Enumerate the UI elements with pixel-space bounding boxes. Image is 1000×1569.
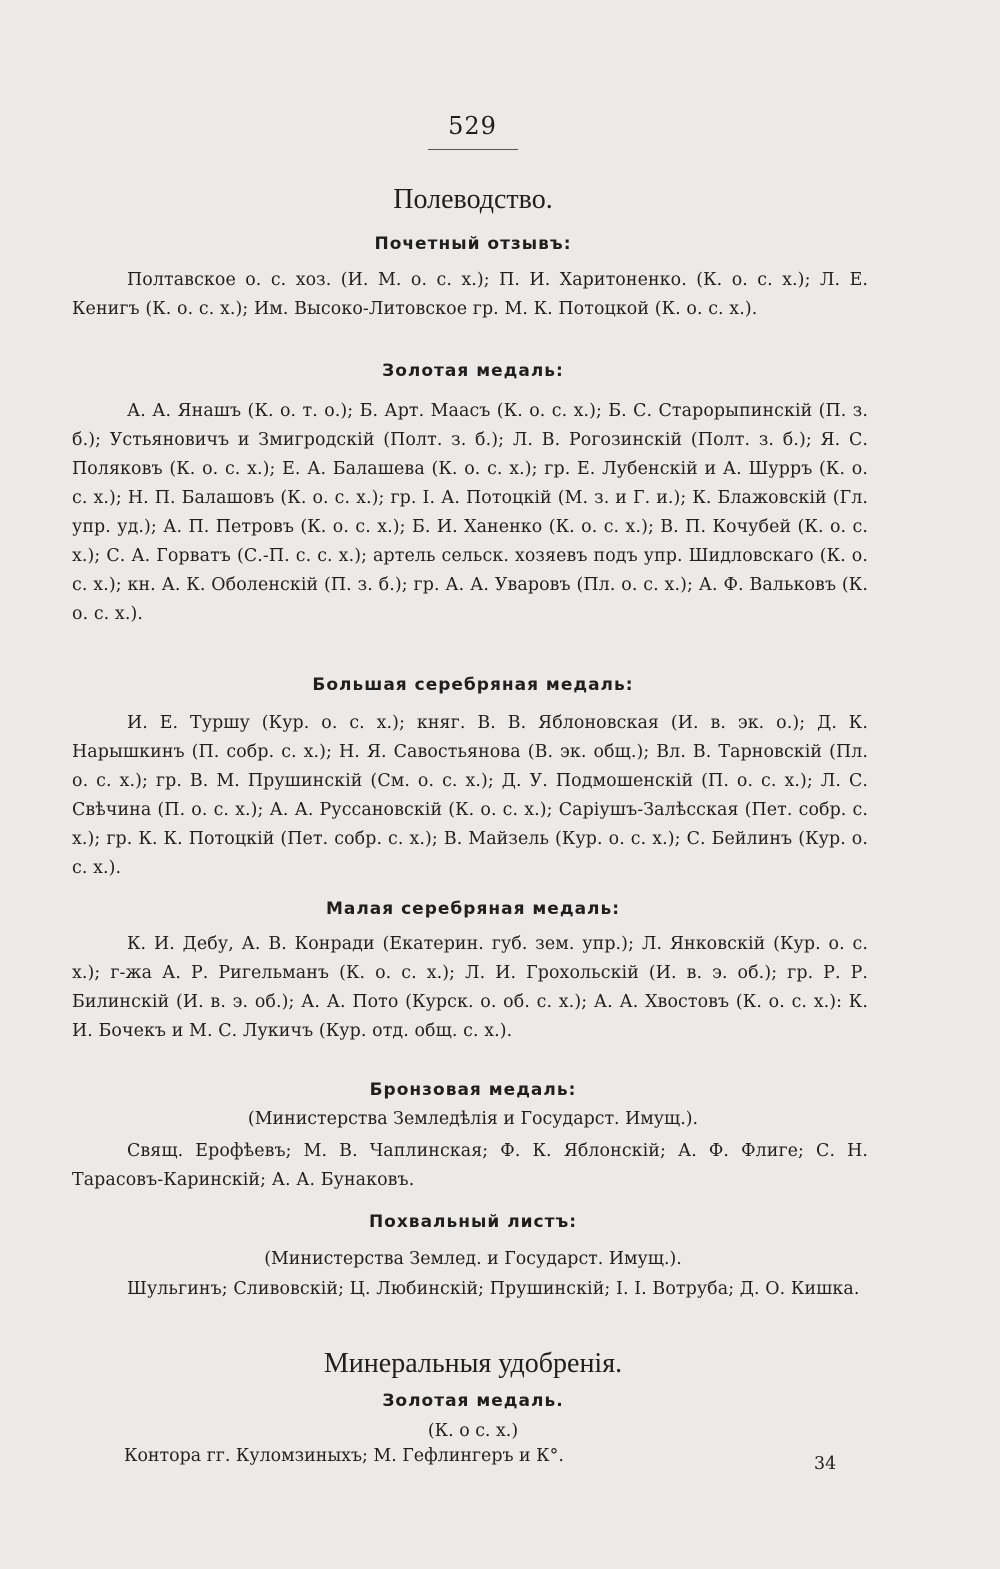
commendation-text: Шульгинъ; Сливовскій; Ц. Любинскій; Прушинскій; І. І. Вотруба; Д. О. Кишка.: [127, 1279, 860, 1299]
bronze-medal-ministry: (Министерства Земледѣлія и Государст. Имущ.).: [247, 1109, 699, 1129]
gold-medal-text: А. А. Янашъ (К. о. т. о.); Б. Арт. Маасъ (К. о. с. х.); Б. С. Старорыпинскій (П. з. б.); Устьяновичъ и Змигродскій (Полт. з. б.); Л. В. Рогозинскій (Полт. з. б.); Я. С. Поляковъ (К. о. с. х.); Е. А. Балашева (К. о. с. х.); гр. Е. Лубенскій и А. Шурръ (К. о. с. х.); Н. П. Балашовъ (К. о. с. х.); гр. І. А. Потоцкій (М. з. и Г. и.); К. Блажовскій (Гл. упр. уд.); А. П. Петровъ (К. о. с. х.); Б. И. Ханенко (К. о. с. х.); В. П. Кочубей (К. о. с. х.); С. А. Горватъ (С.-П. с. с. х.); артель сельск. хозяевъ подъ упр. Шидловскаго (К. о. с. х.); кн. А. К. Оболенскій (П. з. б.); гр. А. А. Уваровъ (Пл. о. с. х.); А. Ф. Вальковъ (К. о. с. х.).: [72, 401, 868, 624]
page-number: 529: [448, 112, 497, 140]
honorable-mention-text: Полтавское о. с. хоз. (И. М. о. с. х.); П. И. Харитоненко. (К. о. с. х.); Л. Е. Кенигъ (К. о. с. х.); Им. Высоко-Литовское гр. М. К. Потоцкой (К. о. с. х.).: [72, 270, 868, 319]
heading-gold-medal: Золотая медаль:: [382, 361, 564, 381]
heading-large-silver-medal: Большая серебряная медаль:: [312, 675, 634, 695]
small-silver-medal-text: К. И. Дебу, А. В. Конради (Екатерин. губ. зем. упр.); Л. Янковскій (Кур. о. с. х.); г-жа А. Р. Ригельманъ (К. о. с. х.); Л. И. Грохольскій (И. в. э. об.); гр. Р. Р. Билинскій (И. в. э. об.); А. А. Пото (Курск. о. об. с. х.); А. А. Хвостовъ (К. о. с. х.): К. И. Бочекъ и М. С. Лукичъ (Кур. отд. общ. с. х.).: [72, 934, 868, 1041]
large-silver-medal-text: И. Е. Туршу (Кур. о. с. х.); княг. В. В. Яблоновская (И. в. эк. о.); Д. К. Нарышкинъ (П. собр. с. х.); Н. Я. Савостьянова (В. эк. общ.); Вл. В. Тарновскій (Пл. о. с. х.); гр. В. М. Прушинскій (См. о. с. х.); Д. У. Подмошенскій (П. о. с. х.); Л. С. Свѣчина (П. о. с. х.); А. А. Руссановскій (К. о. с. х.); Саріушъ-Залѣсская (Пет. собр. с. х.); гр. К. К. Потоцкій (Пет. собр. с. х.); В. Майзель (Кур. о. с. х.); С. Бейлинъ (Кур. о. с. х.).: [72, 713, 868, 878]
fertilizers-text: Контора гг. Куломзиныхъ; М. Гефлингеръ и К°.: [124, 1446, 564, 1466]
bronze-medal-text: Свящ. Ерофѣевъ; М. В. Чаплинская; Ф. К. Яблонскій; А. Ф. Флиге; С. Н. Тарасовъ-Каринскій; А. А. Бунаковъ.: [72, 1141, 868, 1190]
section-title-field-crops: Полеводство.: [393, 184, 553, 215]
signature-mark: 34: [814, 1454, 837, 1474]
section-title-mineral-fertilizers: Минеральныя удобренія.: [323, 1348, 623, 1379]
commendation-ministry: (Министерства Землед. и Государст. Имущ.).: [264, 1249, 682, 1269]
heading-commendation-sheet: Похвальный листъ:: [368, 1212, 578, 1232]
heading-bronze-medal: Бронзовая медаль:: [369, 1080, 577, 1100]
page-number-rule: [428, 149, 518, 150]
heading-small-silver-medal: Малая серебряная медаль:: [325, 899, 621, 919]
fertilizers-org: (К. о с. х.): [427, 1421, 519, 1441]
heading-honorable-mention: Почетный отзывъ:: [374, 234, 572, 254]
heading-gold-medal-fertilizers: Золотая медаль.: [382, 1391, 564, 1411]
